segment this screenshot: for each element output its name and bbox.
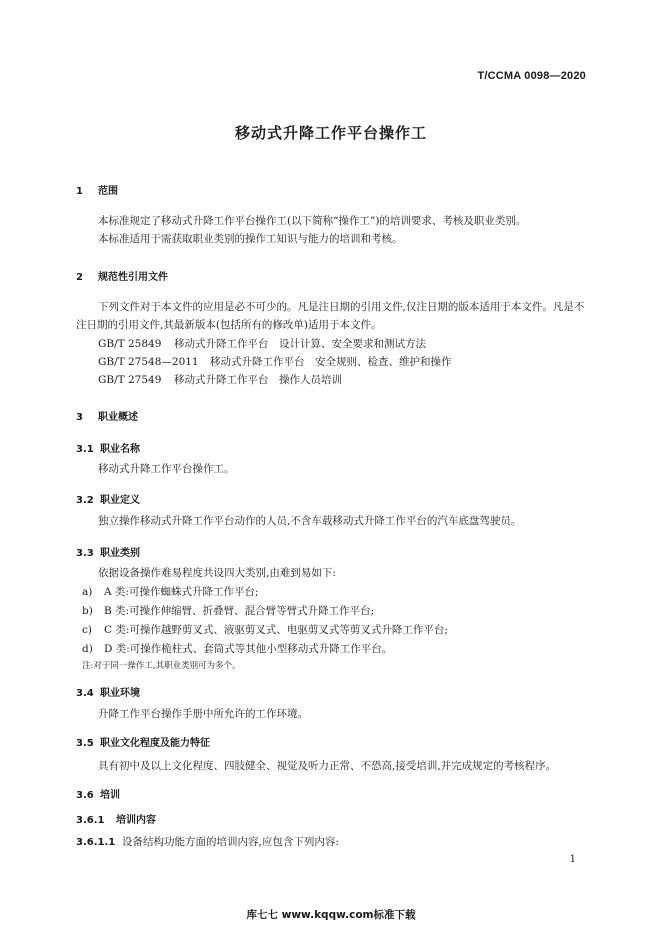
reference-title: 移动式升降工作平台 操作人员培训 bbox=[174, 374, 342, 386]
section-3-6-1-heading bbox=[76, 811, 156, 826]
section-title: 范围 bbox=[98, 186, 118, 197]
reference-code: GB/T 25849 bbox=[98, 338, 162, 350]
section-number: 3.1 bbox=[76, 444, 94, 455]
document-title: 移动式升降工作平台操作工 bbox=[234, 124, 427, 142]
section-1-heading bbox=[76, 182, 118, 197]
section-number: 3.4 bbox=[76, 688, 94, 699]
reference-item bbox=[98, 372, 342, 387]
section-3-1-heading bbox=[76, 440, 140, 455]
section-number: 2 bbox=[76, 272, 83, 283]
section-3-5-text: 具有初中及以上文化程度、四肢健全、视觉及听力正常、不恐高,接受培训,并完成规定的考核程序。 bbox=[98, 760, 557, 772]
section-1-paragraph-1: 本标准规定了移动式升降工作平台操作工(以下简称“操作工”)的培训要求、考核及职业类别。 bbox=[98, 215, 527, 227]
section-2-paragraph: 下列文件对于本文件的应用是必不可少的。凡是注日期的引用文件,仅注日期的版本适用于本文件。凡是不注日期的引用文件,其最新版本(包括所有的修改单)适用于本文件。 bbox=[76, 301, 585, 331]
section-number: 3.6 bbox=[76, 790, 94, 801]
section-number: 3.2 bbox=[76, 495, 94, 506]
section-3-2-text: 独立操作移动式升降工作平台动作的人员,不含车载移动式升降工作平台的汽车底盘驾驶员。 bbox=[98, 515, 522, 527]
reference-item bbox=[98, 354, 452, 369]
section-number: 3.5 bbox=[76, 738, 94, 749]
list-label: d) bbox=[82, 643, 93, 655]
list-item bbox=[82, 622, 448, 637]
section-3-6-heading bbox=[76, 786, 120, 801]
section-number: 3.6.1.1 bbox=[76, 837, 116, 848]
section-title: 培训 bbox=[100, 790, 120, 801]
section-2-heading bbox=[76, 268, 168, 283]
list-item bbox=[82, 641, 392, 656]
list-label: a) bbox=[82, 586, 93, 598]
section-number: 1 bbox=[76, 186, 83, 197]
section-3-heading bbox=[76, 408, 138, 423]
list-label: b) bbox=[82, 605, 93, 617]
reference-code: GB/T 27548—2011 bbox=[98, 356, 199, 368]
reference-item bbox=[98, 336, 426, 351]
list-item bbox=[82, 603, 374, 618]
list-item bbox=[82, 584, 259, 599]
section-3-4-text: 升降工作平台操作手册中所允许的工作环境。 bbox=[98, 708, 308, 720]
section-title: 职业环境 bbox=[100, 688, 140, 699]
list-label: c) bbox=[82, 624, 92, 636]
reference-title: 移动式升降工作平台 设计计算、安全要求和测试方法 bbox=[174, 338, 426, 350]
reference-title: 移动式升降工作平台 安全规则、检查、维护和操作 bbox=[210, 356, 452, 368]
section-3-6-1-1-paragraph bbox=[76, 834, 339, 849]
section-number: 3.6.1 bbox=[76, 815, 105, 826]
section-3-4-heading bbox=[76, 684, 140, 699]
section-3-1-text: 移动式升降工作平台操作工。 bbox=[98, 463, 235, 475]
section-title: 规范性引用文件 bbox=[98, 272, 168, 283]
document-code: T/CCMA 0098—2020 bbox=[477, 70, 586, 82]
section-title: 职业文化程度及能力特征 bbox=[100, 738, 210, 749]
section-title: 职业定义 bbox=[100, 495, 140, 506]
section-title: 职业类别 bbox=[100, 548, 140, 559]
footer-watermark: 库七七 www.kqqw.com标准下载 bbox=[246, 909, 416, 921]
page-number: 1 bbox=[569, 854, 576, 865]
section-3-3-intro: 依据设备操作难易程度共设四大类别,由难到易如下: bbox=[98, 567, 336, 579]
list-text: A 类:可操作蜘蛛式升降工作平台; bbox=[104, 586, 259, 598]
list-text: B 类:可操作伸缩臂、折叠臂、混合臂等臂式升降工作平台; bbox=[104, 605, 375, 617]
section-3-3-heading bbox=[76, 544, 140, 559]
section-text: 设备结构功能方面的培训内容,应包含下列内容: bbox=[122, 836, 339, 848]
section-3-3-note: 注:对于同一操作工,其职业类别可为多个。 bbox=[82, 661, 241, 671]
section-1-paragraph-2: 本标准适用于需获取职业类别的操作工知识与能力的培训和考核。 bbox=[98, 233, 403, 245]
section-number: 3 bbox=[76, 412, 83, 423]
section-3-2-heading bbox=[76, 491, 140, 506]
section-title: 职业名称 bbox=[100, 444, 140, 455]
list-text: D 类:可操作桅柱式、套筒式等其他小型移动式升降工作平台。 bbox=[104, 643, 393, 655]
section-title: 职业概述 bbox=[98, 412, 138, 423]
reference-code: GB/T 27549 bbox=[98, 374, 162, 386]
section-title: 培训内容 bbox=[116, 815, 156, 826]
list-text: C 类:可操作越野剪叉式、液驱剪叉式、电驱剪叉式等剪叉式升降工作平台; bbox=[104, 624, 448, 636]
section-number: 3.3 bbox=[76, 548, 94, 559]
section-3-5-heading bbox=[76, 734, 210, 749]
